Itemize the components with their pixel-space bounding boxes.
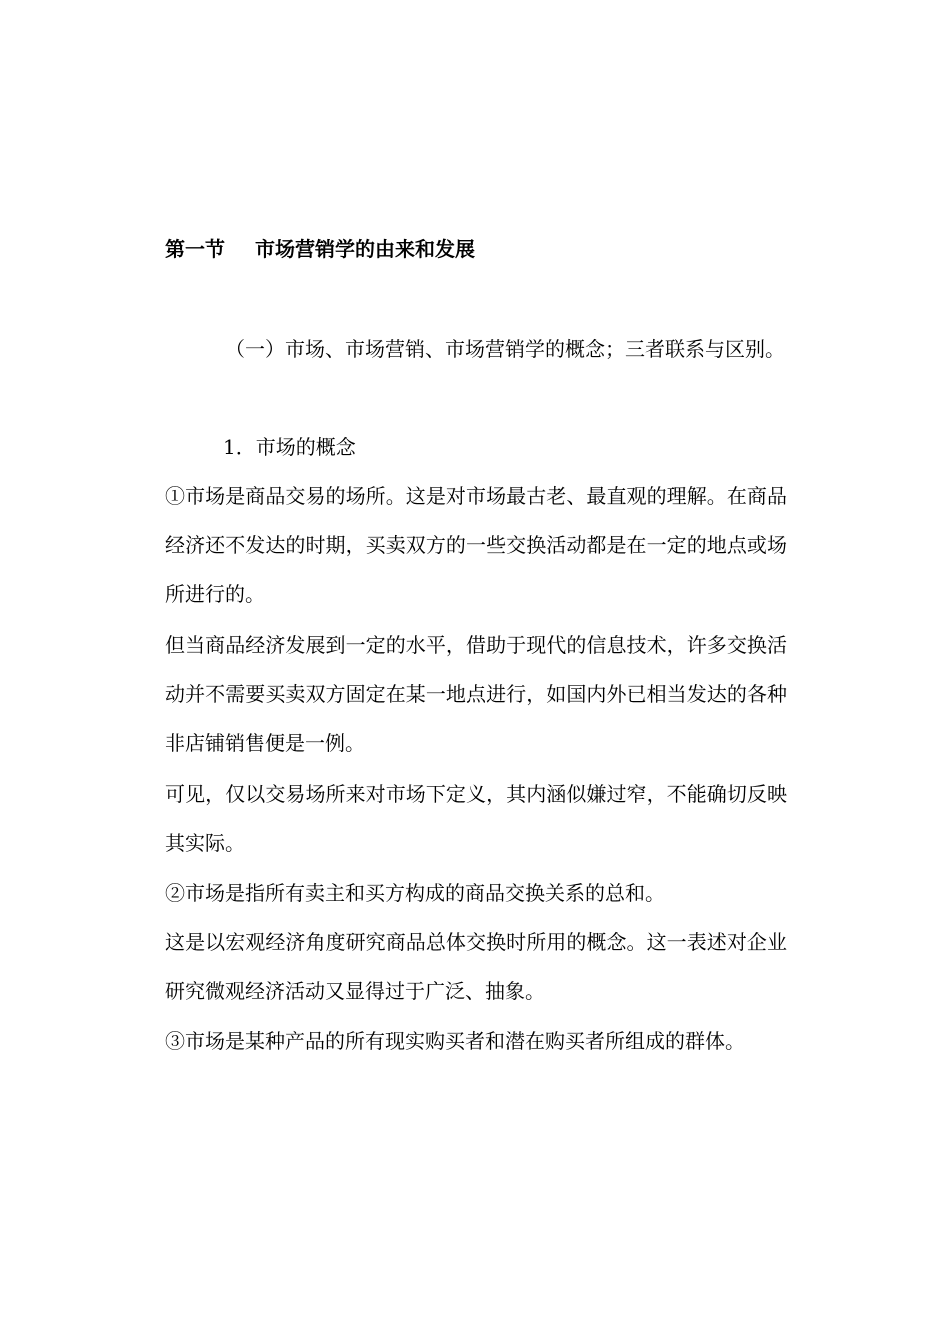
paragraph-definition-3: ③市场是某种产品的所有现实购买者和潜在购买者所组成的群体。	[165, 1029, 745, 1053]
section-number: 第一节	[165, 237, 225, 261]
paragraph-definition-1: ①市场是商品交易的场所。这是对市场最古老、最直观的理解。在商品经济还不发达的时期，买卖双方的一些交换活动都是在一定的地点或场所进行的。	[165, 484, 787, 606]
paragraph-definition-2: ②市场是指所有卖主和买方构成的商品交换关系的总和。	[165, 881, 665, 905]
section-title: 市场营销学的由来和发展	[255, 237, 475, 261]
subheading-market-concept: 1．市场的概念	[223, 435, 356, 459]
paragraph-conclusion: 可见，仅以交易场所来对市场下定义，其内涵似嫌过窄，不能确切反映其实际。	[165, 782, 787, 855]
section-heading	[165, 225, 475, 274]
paragraph-non-store-sales: 但当商品经济发展到一定的水平，借助于现代的信息技术，许多交换活动并不需要买卖双方固定在某一地点进行，如国内外已相当发达的各种非店铺销售便是一例。	[165, 633, 787, 755]
paragraph-concepts: （一）市场、市场营销、市场营销学的概念；三者联系与区别。	[225, 337, 785, 361]
paragraph-macro-view: 这是以宏观经济角度研究商品总体交换时所用的概念。这一表述对企业研究微观经济活动又显得过于广泛、抽象。	[165, 930, 787, 1003]
